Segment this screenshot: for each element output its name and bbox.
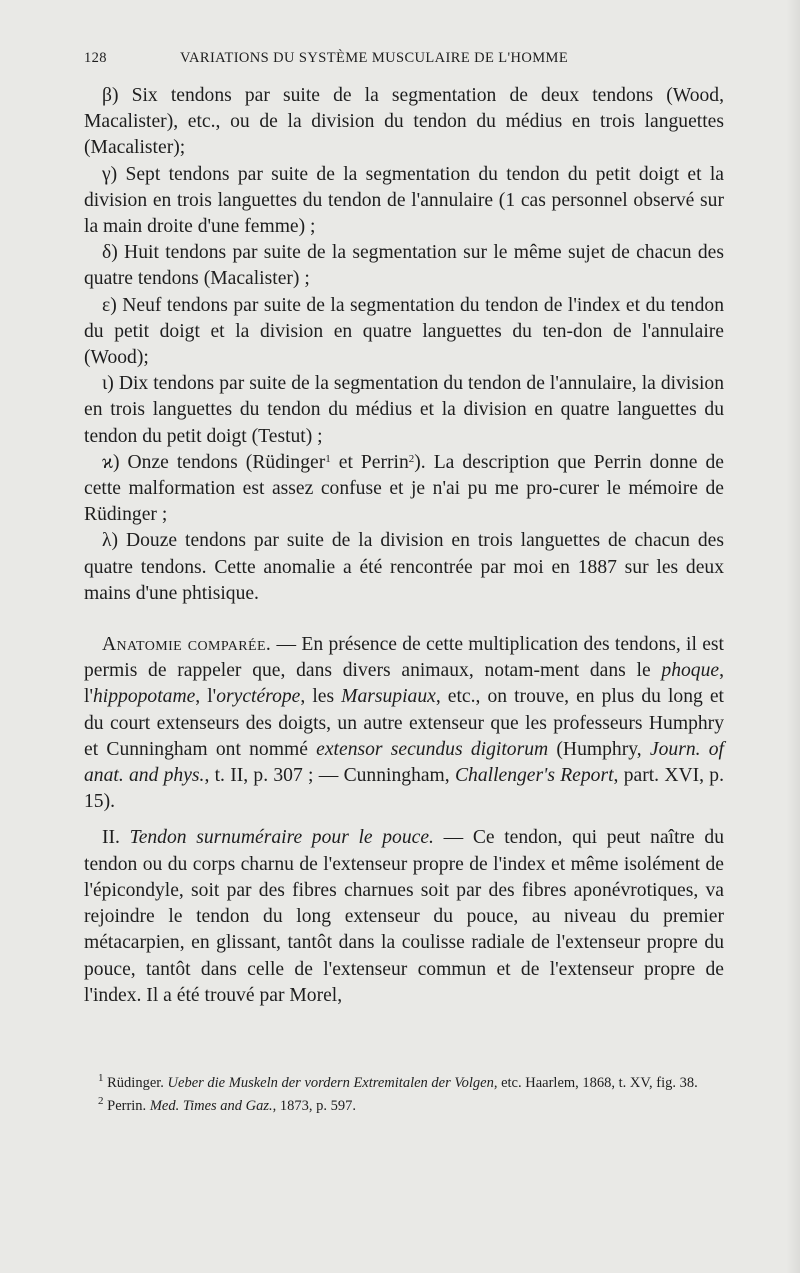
list-item-lambda: λ) Douze tendons par suite de la division en trois languettes de chacun des quatre tendons. Cette anomalie a été rencontrée par moi en 1887 sur les deux mains d'une phtisique.: [84, 530, 724, 604]
italic-run: Marsupiaux: [341, 686, 436, 708]
italic-run: oryctérope: [216, 686, 301, 708]
list-item-epsilon: ε) Neuf tendons par suite de la segmentation du tendon de l'index et du tendon du petit doigt et la division en quatre languettes du ten-don de l'annulaire (Wood);: [84, 294, 724, 369]
list-item-iota: ι) Dix tendons par suite de la segmentation du tendon de l'annulaire, la division en trois languettes du tendon du médius et la division en quatre languettes du tendon du petit doigt (Testut) ;: [84, 373, 724, 447]
text-run: , les: [300, 686, 342, 708]
main-text: [84, 83, 724, 1009]
running-header: [84, 50, 724, 72]
kappa-text-b: et Perrin: [330, 451, 409, 473]
italic-run: Med. Times and Gaz.: [149, 1098, 273, 1114]
section-number: II.: [102, 827, 130, 849]
section-II-paragraph: [84, 825, 724, 1008]
text-run: , l': [195, 686, 217, 708]
list-item-delta: δ) Huit tendons par suite de la segmentation sur le même sujet de chacun des quatre tendons (Macalister) ;: [84, 242, 724, 290]
text-run: , etc., on trouve, en plus du long et du court extenseurs des doigts, un autre extenseur que les professeurs Humphry et Cunningham ont nommé: [84, 686, 724, 760]
italic-run: phoque: [661, 660, 720, 682]
text-run: , t. II, p. 307 ; — Cunningham,: [204, 765, 455, 787]
text-run: Perrin.: [103, 1098, 150, 1114]
text-run: , part. XVI, p. 15).: [84, 765, 724, 813]
kappa-text-c: ). La description que Perrin donne de cette malformation est assez confuse et je n'ai pu me pro-curer le mémoire de Rüdinger ;: [84, 451, 724, 526]
footnotes: [84, 1074, 724, 1120]
text-run: (Humphry,: [548, 738, 650, 760]
footnote-ref-2: 2: [408, 452, 415, 465]
italic-run: Challenger's Report: [454, 765, 614, 787]
page-edge-shadow: [786, 0, 800, 1273]
list-item-gamma: γ) Sept tendons par suite de la segmentation du tendon du petit doigt et la division en trois languettes du tendon de l'annulaire (1 cas personnel observé sur la main droite d'une femme) ;: [84, 163, 724, 238]
text-run: Rüdinger.: [103, 1075, 168, 1091]
page-number: 128: [84, 50, 107, 66]
section-heading: Anatomie comparée.: [102, 634, 272, 656]
footnote-ref-1: 1: [325, 452, 331, 465]
section-text: — Ce tendon, qui peut naître du tendon ou du corps charnu de l'extenseur propre de l'index et même isolément de l'épicondyle, soit par des fibres charnues soit par des fibres aponévrotiques, va rejoindre le tendon du long extenseur du pouce, au niveau du premier métacarpien, en glissant, tantôt dans la coulisse radiale de l'extenseur propre du pouce, tantôt dans celle de l'extenseur commun et de l'extenseur propre de l'index. Il a été trouvé par Morel,: [84, 827, 724, 1006]
list-item-beta: β) Six tendons par suite de la segmentation de deux tendons (Wood, Macalister), etc., ou de la division du tendon du médius en trois languettes (Macalister);: [84, 85, 724, 159]
footnote-2-mark: 2: [98, 1095, 104, 1107]
footnote-2: [84, 1097, 724, 1116]
running-title: VARIATIONS DU SYSTÈME MUSCULAIRE DE L'HOMME: [180, 50, 569, 66]
list-item-kappa: [84, 450, 724, 529]
section-title: Tendon surnuméraire pour le pouce.: [129, 827, 434, 849]
italic-run: Ueber die Muskeln der vordern Extremitalen der Volgen: [167, 1075, 494, 1091]
footnote-1-mark: 1: [98, 1072, 104, 1084]
italic-run: extensor secundus digitorum: [316, 738, 549, 760]
text-run: — En présence de cette multiplication des tendons, il est permis de rappeler que, dans divers animaux, notam-ment dans le: [84, 634, 724, 682]
text-run: , l': [84, 660, 724, 708]
italic-run: Journ. of anat. and phys.: [84, 738, 724, 787]
anatomie-comparee-paragraph: [84, 632, 724, 815]
footnote-1: [84, 1074, 724, 1093]
text-run: , 1873, p. 597.: [272, 1098, 357, 1114]
italic-run: hippopotame: [92, 686, 196, 708]
kappa-text-a: ϰ) Onze tendons (Rüdinger: [102, 451, 326, 473]
text-run: , etc. Haarlem, 1868, t. XV, fig. 38.: [493, 1075, 698, 1091]
